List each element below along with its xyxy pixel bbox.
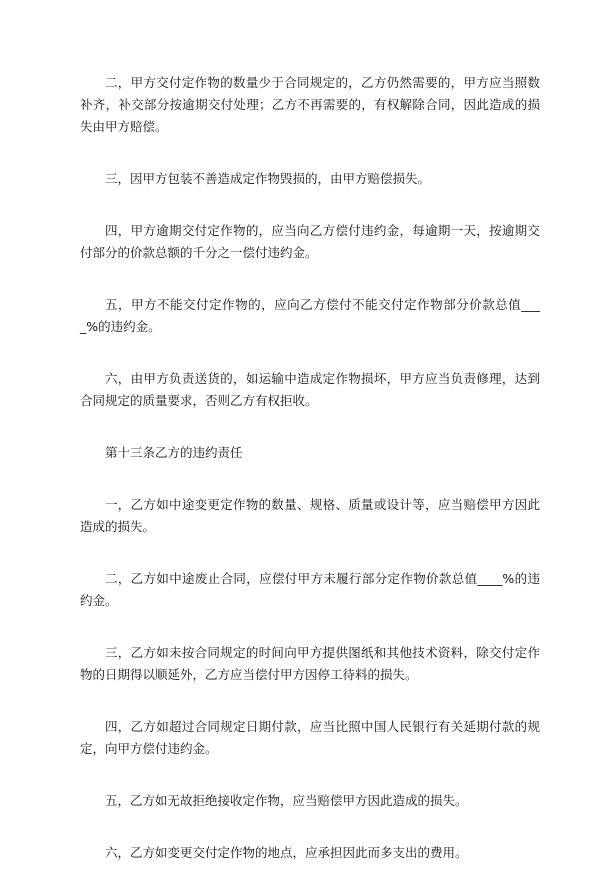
- paragraph: 二，甲方交付定作物的数量少于合同规定的，乙方仍然需要的，甲方应当照数补齐，补交部分按逾期交付处理；乙方不再需要的，有权解除合同，因此造成的损失由甲方赔偿。: [80, 75, 540, 134]
- section-paragraph: 二，乙方如中途废止合同，应偿付甲方未履行部分定作物价款总值____%的违约金。: [80, 571, 540, 608]
- section-heading: 第十三条乙方的违约责任: [105, 445, 243, 460]
- section-paragraph: 四，乙方如超过合同规定日期付款，应当比照中国人民银行有关延期付款的规定，向甲方偿付违约金。: [80, 719, 540, 756]
- section-paragraph: 六，乙方如变更交付定作物的地点，应承担因此而多支出的费用。: [105, 845, 468, 860]
- paragraph: 四，甲方逾期交付定作物的，应当向乙方偿付违约金，每逾期一天，按逾期交付部分的价款总额的千分之一偿付违约金。: [80, 223, 540, 260]
- paragraph: 六，由甲方负责送货的，如运输中造成定作物损坏，甲方应当负责修理，达到合同规定的质量要求，否则乙方有权拒收。: [80, 371, 540, 408]
- section-paragraph: 一，乙方如中途变更定作物的数量、规格、质量或设计等，应当赔偿甲方因此造成的损失。: [80, 497, 540, 534]
- document-body: [80, 72, 540, 894]
- paragraph: 五，甲方不能交付定作物的，应向乙方偿付不能交付定作物部分价款总值____%的违约金。: [80, 297, 540, 334]
- paragraph: 三，因甲方包装不善造成定作物毁损的，由甲方赔偿损失。: [105, 171, 431, 186]
- section-paragraph: 三，乙方如未按合同规定的时间向甲方提供图纸和其他技术资料，除交付定作物的日期得以顺延外，乙方应当偿付甲方因停工待料的损失。: [80, 645, 540, 682]
- section-paragraph: 五，乙方如无故拒绝接收定作物，应当赔偿甲方因此造成的损失。: [105, 793, 468, 808]
